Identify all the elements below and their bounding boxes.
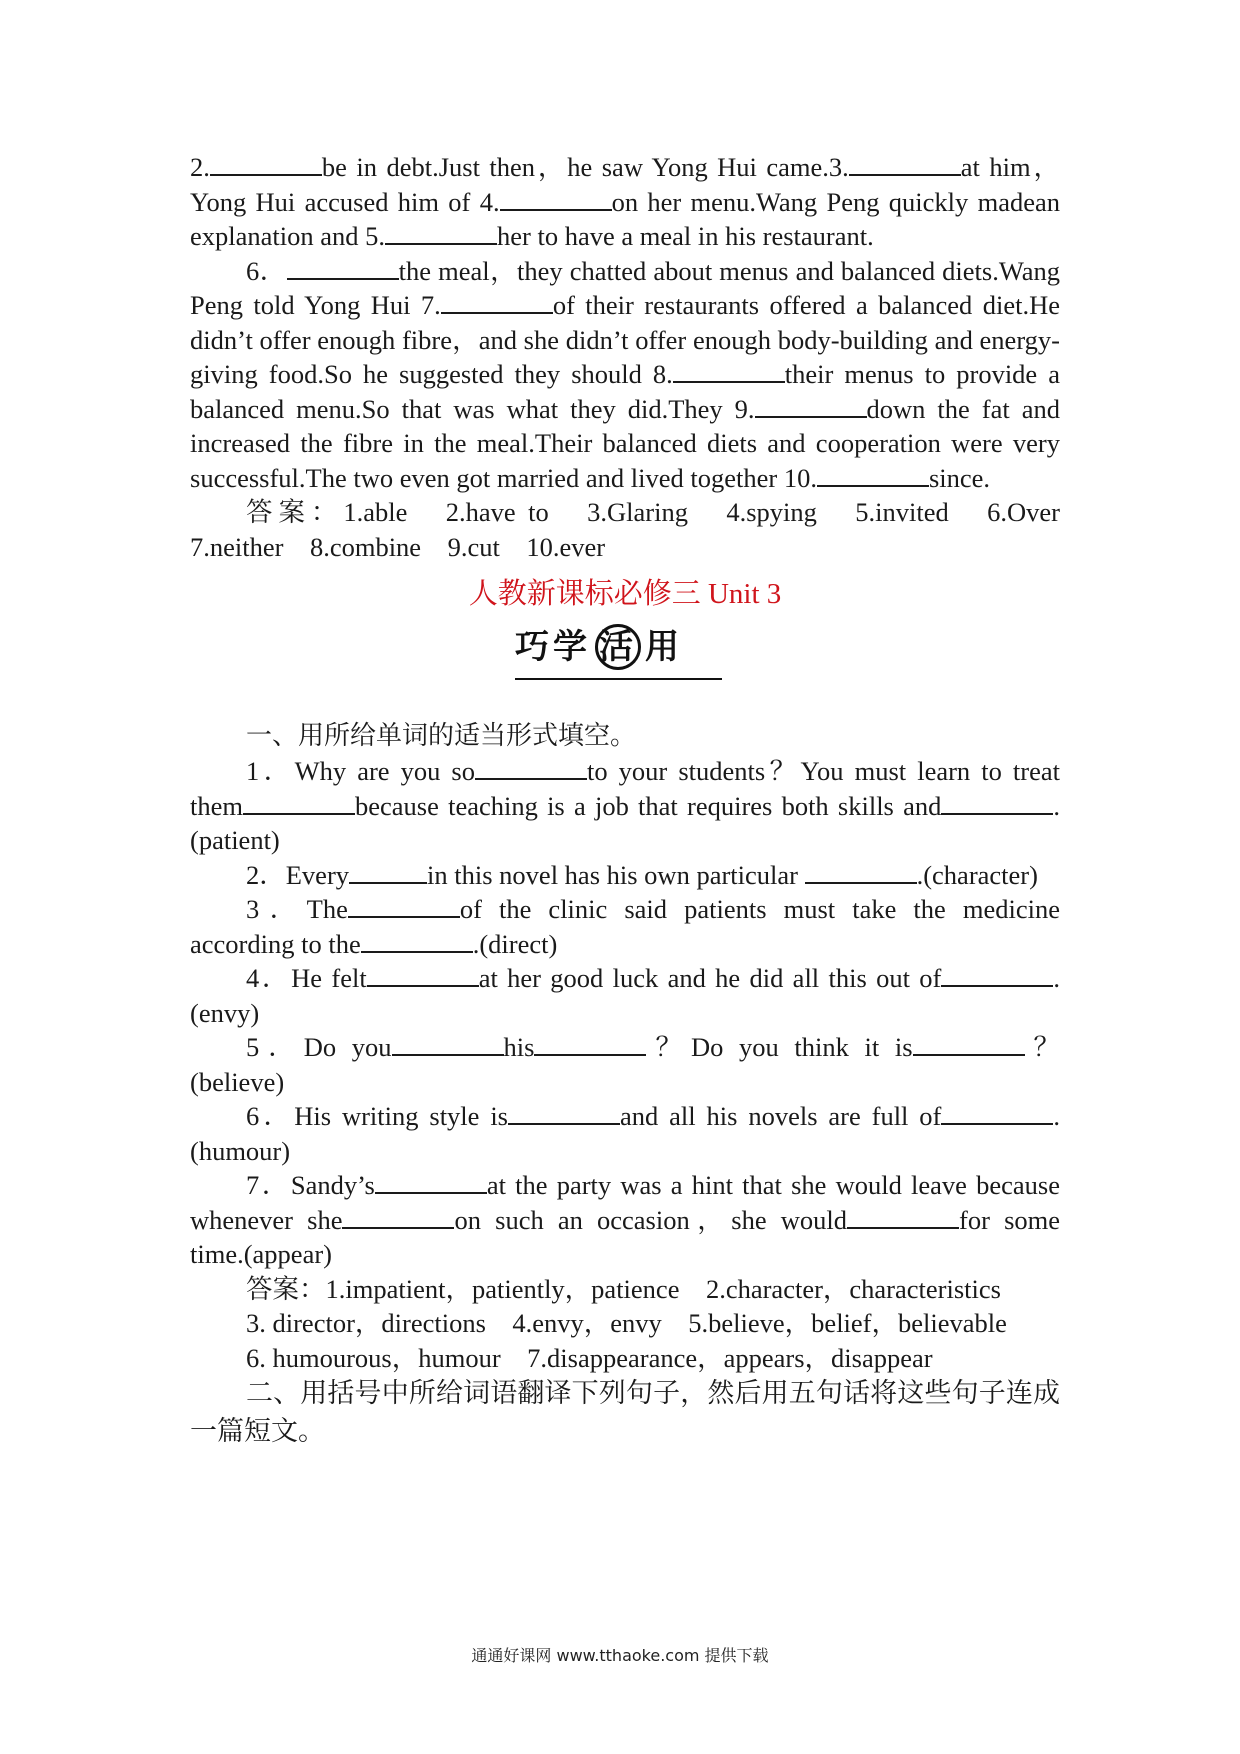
text: because teaching is a job that requires both skills and	[355, 790, 942, 821]
answer-blank	[847, 1203, 959, 1229]
text: their menus to provide a balanced menu.So that was what they did.They 9.	[190, 359, 1060, 424]
text: 5．Do you	[246, 1032, 392, 1062]
banner-underline	[515, 678, 722, 680]
question-2	[190, 858, 1060, 893]
answer-blank	[349, 858, 427, 884]
text: .(envy)	[190, 963, 1060, 1028]
banner-text	[515, 624, 683, 670]
section-1-heading: 一、用所给单词的适当形式填空。	[246, 721, 637, 751]
answer-blank	[508, 1099, 620, 1125]
answer-blank	[348, 892, 460, 918]
unit-title: 人教新课标必修三 Unit 3	[468, 578, 782, 610]
banner-circled-char: 活	[595, 624, 641, 670]
answer-blank	[817, 461, 929, 487]
answer-blank	[913, 1030, 1025, 1056]
section-1-answer-line-1: 答案：1.impatient，patiently，patience 2.character，characteristics	[246, 1273, 1001, 1304]
answer-blank	[392, 1030, 504, 1056]
text: 1．Why are you so	[246, 756, 475, 786]
question-7	[190, 1168, 1060, 1272]
text: the meal，they chatted about menus and balanced diets.Wang Peng told Yong Hui 7.	[190, 255, 1060, 320]
text: and all his novels are full of	[620, 1101, 942, 1131]
text: to your students？You must learn to treat them	[190, 756, 1060, 821]
section-1-answer-line-3: 6. humourous，humour 7.disappearance，appears，disappear	[246, 1342, 933, 1373]
section-1-answer-line-2: 3. director，directions 4.envy，envy 5.believe，belief，believable	[246, 1308, 1007, 1338]
text: her to have a meal in his restaurant.	[497, 221, 874, 251]
answer-blank	[375, 1168, 487, 1194]
text: 3．The	[246, 894, 348, 924]
answer-blank	[441, 288, 553, 314]
answer-blank	[673, 357, 785, 383]
text: 2.	[190, 152, 210, 182]
banner-char: 用	[645, 627, 683, 667]
text: at her good luck and he did all this out of	[478, 963, 942, 993]
question-4	[190, 961, 1060, 1030]
text: 2．Every	[246, 859, 350, 890]
text: 6．His writing style is	[246, 1101, 508, 1131]
answer-blank	[385, 219, 497, 245]
text: of their restaurants offered a balanced diet.He didn’t offer enough fibre，and she didn’t offer enough body-building and energy-giving food.So he suggested they should 8.	[190, 290, 1060, 389]
text: 4．He felt	[246, 963, 367, 993]
question-3	[190, 892, 1060, 961]
answer-blank	[941, 1099, 1053, 1125]
text: since.	[928, 462, 991, 493]
document-body	[190, 150, 1087, 1451]
text: for some time.(appear)	[190, 1204, 1061, 1269]
question-1	[190, 754, 1060, 858]
question-6	[190, 1099, 1060, 1168]
answer-blank	[367, 961, 479, 987]
answer-blank	[941, 789, 1053, 815]
text: in this novel has his own particular	[427, 859, 798, 890]
answer-blank	[534, 1030, 646, 1056]
answer-blank	[805, 858, 917, 884]
question-5	[190, 1030, 1060, 1099]
banner-char: 学	[553, 627, 591, 667]
text: .(direct)	[472, 928, 558, 959]
passage-answer: 答案：1.able 2.have to 3.Glaring 4.spying 5.invited 6.Over 7.neither 8.combine 9.cut 10.ever	[190, 497, 1087, 562]
text: .(character)	[916, 859, 1038, 890]
text: down the fat and increased the fibre in the meal.Their balanced diets and cooperation were very successful.The two even got married and lived together 10.	[190, 393, 1060, 493]
text: be in debt.Just then，he saw Yong Hui came.3.	[321, 152, 849, 182]
text: on her menu.Wang Peng quickly madean explanation and 5.	[190, 186, 1060, 251]
text: at the party was a hint that she would leave because whenever she	[190, 1170, 1060, 1235]
text: his	[503, 1032, 535, 1062]
text: 6．	[246, 255, 287, 286]
answer-blank	[243, 789, 355, 815]
answer-blank	[361, 927, 473, 953]
text: 7．Sandy’s	[246, 1170, 375, 1200]
answer-blank	[941, 961, 1053, 987]
answer-blank	[210, 150, 322, 176]
answer-blank	[500, 185, 612, 211]
section-banner	[190, 620, 1060, 684]
text: ？(believe)	[190, 1032, 1061, 1097]
text: ？Do you think it is	[646, 1032, 913, 1062]
section-2-heading: 二、用括号中所给词语翻译下列句子，然后用五句话将这些句子连成一篇短文。	[190, 1378, 1060, 1447]
answer-blank	[287, 254, 399, 280]
answer-blank	[342, 1203, 454, 1229]
banner-char: 巧	[515, 627, 553, 667]
answer-blank	[475, 754, 587, 780]
page-footer: 通通好课网 www.tthaoke.com 提供下载	[471, 1646, 769, 1665]
text: at him，Yong Hui accused him of 4.	[190, 152, 1060, 217]
passage-paragraph-1	[190, 150, 1060, 254]
answer-blank	[755, 392, 867, 418]
text: .(humour)	[190, 1101, 1060, 1166]
text: on such an occasion，she would	[454, 1204, 848, 1235]
text: .(patient)	[190, 790, 1060, 855]
answer-blank	[849, 150, 961, 176]
text: of the clinic said patients must take the medicine according to the	[190, 894, 1060, 959]
passage-paragraph-2	[190, 254, 1060, 496]
